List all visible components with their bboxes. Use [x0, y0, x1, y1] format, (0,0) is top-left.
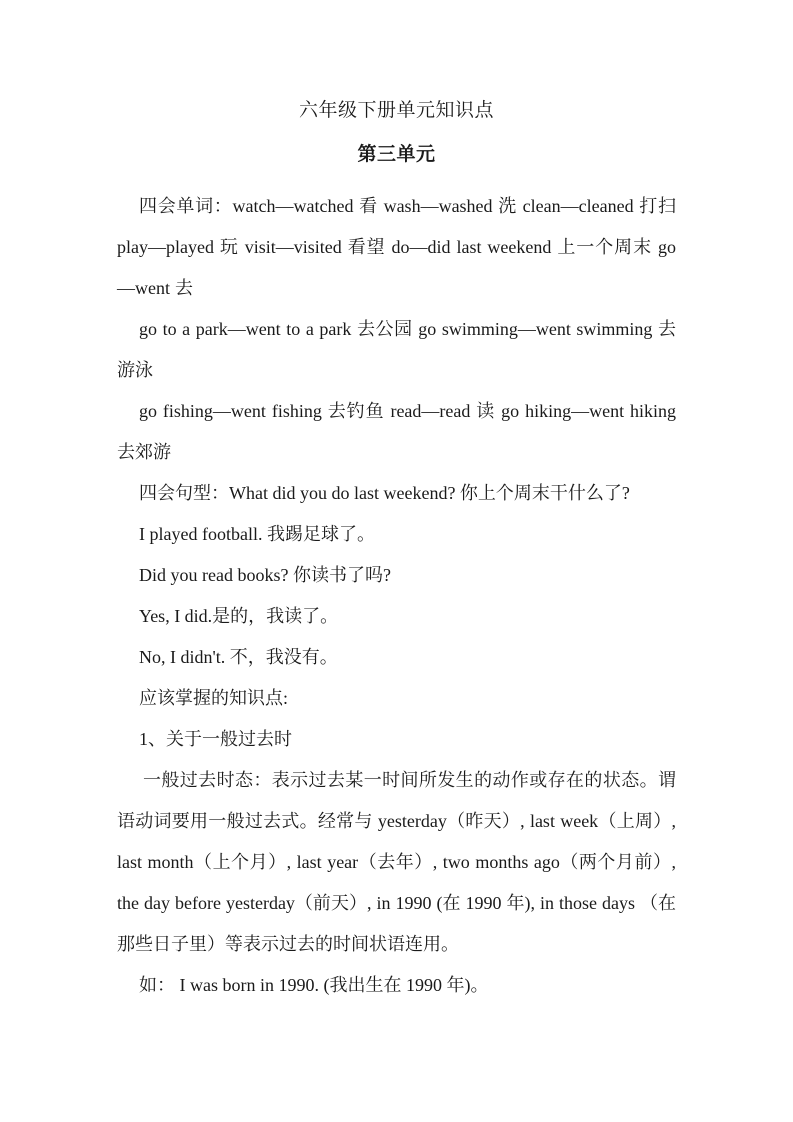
vocabulary-block-3: go fishing—went fishing 去钓鱼 read—read 读 go hiking—went hiking 去郊游: [117, 401, 676, 462]
vocabulary-block-2: go to a park—went to a park 去公园 go swimming—went swimming 去游泳: [117, 319, 676, 380]
knowledge-points-heading: 应该掌握的知识点:: [139, 688, 289, 708]
document-body: [117, 96, 676, 1006]
page-title: 六年级下册单元知识点: [298, 100, 494, 121]
sentence-pattern-answer-yes: Yes, I did.是的，我读了。: [139, 606, 339, 626]
sentence-pattern-answer-1: I played football. 我踢足球了。: [139, 524, 375, 544]
sentence-pattern-question-2: Did you read books? 你读书了吗?: [139, 565, 391, 585]
knowledge-point-1-title: 1、关于一般过去时: [139, 729, 292, 749]
sentence-pattern-answer-no: No, I didn't. 不，我没有。: [139, 647, 338, 667]
knowledge-point-1-example: 如： I was born in 1990. (我出生在 1990 年)。: [139, 975, 489, 995]
knowledge-point-1-body: 一般过去时态：表示过去某一时间所发生的动作或存在的状态。谓语动词要用一般过去式。经常与 yesterday（昨天）, last week（上周）, last month（上个月）, last year（去年）, two months ago（两个月前）, the day before yesterday（前天）, in 1990 (在 1990 年), in those days （在那些日子里）等表示过去的时间状语连用。: [117, 770, 676, 954]
sentence-pattern-question-1: 四会句型：What did you do last weekend? 你上个周末干什么了?: [139, 483, 630, 503]
vocabulary-block-1: 四会单词：watch—watched 看 wash—washed 洗 clean—cleaned 打扫 play—played 玩 visit—visited 看望 do—did last weekend 上一个周末 go—went 去: [117, 196, 676, 298]
unit-heading: 第三单元: [357, 144, 436, 165]
